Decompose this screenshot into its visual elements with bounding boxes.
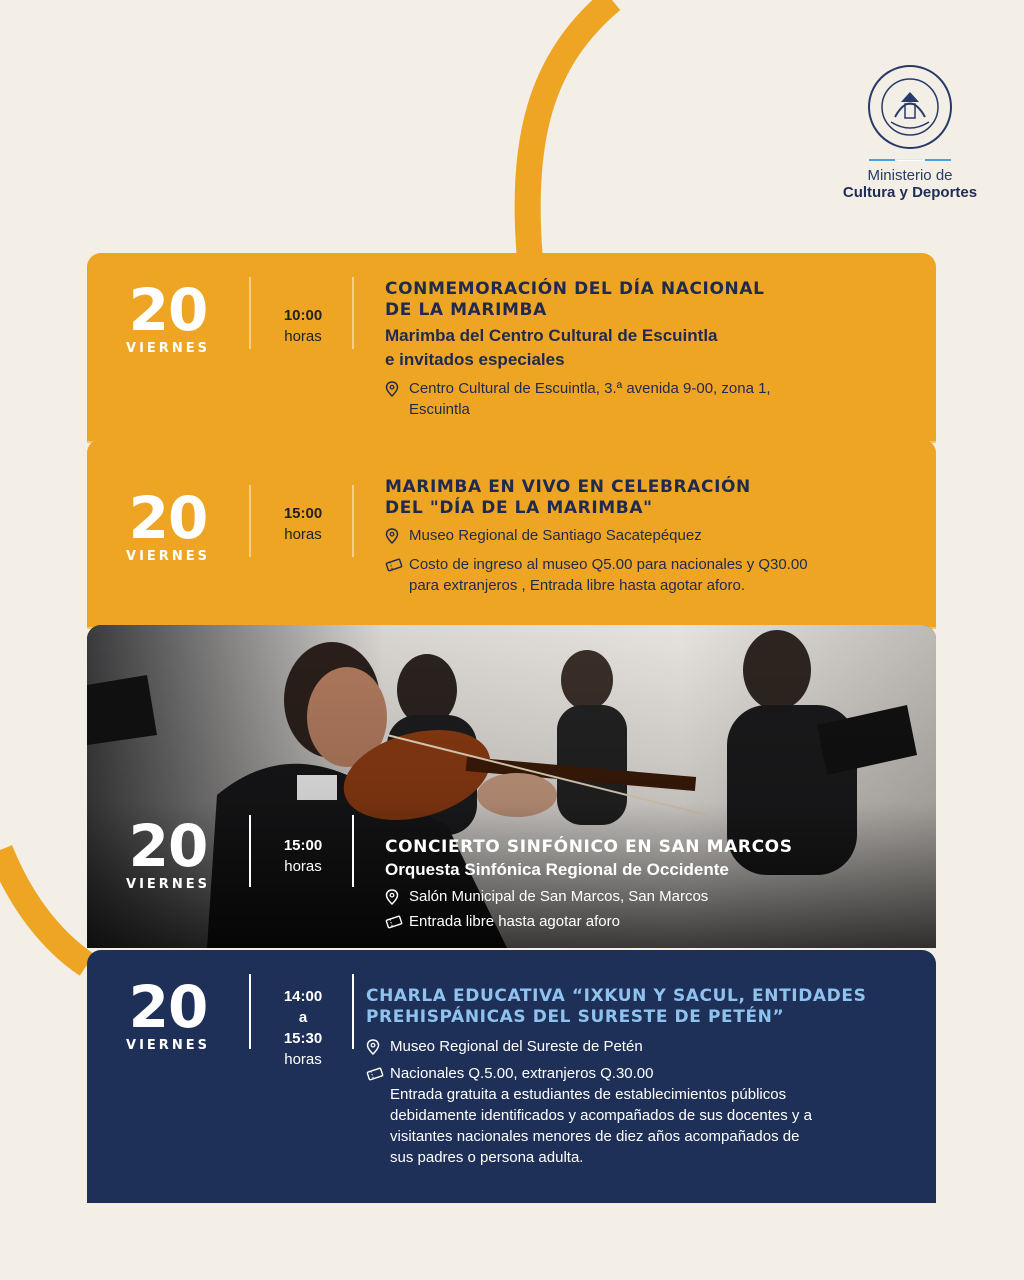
day-name: VIERNES bbox=[126, 877, 210, 892]
event-title-line: MARIMBA EN VIVO EN CELEBRACIÓN bbox=[385, 477, 751, 497]
divider bbox=[352, 815, 354, 887]
ministry-name-line2: Cultura y Deportes bbox=[842, 184, 978, 201]
note-text: sus padres o persona adulta. bbox=[390, 1149, 584, 1166]
event-ticket bbox=[366, 1063, 926, 1168]
event-time bbox=[267, 305, 339, 347]
event-performer-line: e invitados especiales bbox=[385, 350, 565, 369]
ticket-text: para extranjeros , Entrada libre hasta agotar aforo. bbox=[409, 577, 746, 594]
divider bbox=[249, 277, 251, 349]
event-info bbox=[366, 986, 926, 1168]
event-card-2 bbox=[87, 439, 936, 629]
day-number: 20 bbox=[128, 973, 208, 1041]
event-title-line: CONMEMORACIÓN DEL DÍA NACIONAL bbox=[385, 279, 765, 299]
ticket-text: Costo de ingreso al museo Q5.00 para nacionales y Q30.00 bbox=[409, 556, 808, 573]
event-performer: Orquesta Sinfónica Regional de Occidente bbox=[385, 860, 729, 879]
event-performer bbox=[385, 324, 925, 372]
day-name: VIERNES bbox=[126, 341, 210, 356]
day-name: VIERNES bbox=[126, 1038, 210, 1053]
event-location bbox=[385, 378, 925, 420]
location-pin-icon bbox=[385, 525, 409, 550]
event-title-line: DEL "DÍA DE LA MARIMBA" bbox=[385, 498, 653, 518]
event-title: CONCIERTO SINFÓNICO EN SAN MARCOS bbox=[385, 837, 793, 857]
divider bbox=[352, 277, 354, 349]
event-location bbox=[385, 525, 925, 550]
event-date bbox=[87, 812, 249, 892]
divider bbox=[352, 485, 354, 557]
location-text: Escuintla bbox=[409, 401, 470, 418]
event-title-line: DE LA MARIMBA bbox=[385, 300, 547, 320]
time-value: 10:00 bbox=[283, 307, 323, 324]
event-card-4 bbox=[87, 950, 936, 1203]
note-text: visitantes nacionales menores de diez años acompañados de bbox=[390, 1128, 800, 1145]
event-ticket bbox=[385, 911, 925, 935]
location-pin-icon bbox=[366, 1036, 390, 1061]
time-unit: horas bbox=[284, 858, 322, 875]
time-unit: horas bbox=[284, 1051, 322, 1068]
event-info bbox=[385, 477, 925, 596]
time-unit: horas bbox=[284, 328, 322, 345]
time-separator: a bbox=[298, 1009, 308, 1026]
ticket-icon bbox=[385, 911, 409, 935]
event-date bbox=[87, 276, 249, 356]
location-text: Centro Cultural de Escuintla, 3.ª avenida 9-00, zona 1, bbox=[409, 380, 771, 397]
event-performer-line: Marimba del Centro Cultural de Escuintla bbox=[385, 326, 718, 345]
location-pin-icon bbox=[385, 886, 409, 911]
event-location bbox=[385, 886, 925, 911]
event-card-1 bbox=[87, 253, 936, 443]
ticket-text: Entrada libre hasta agotar aforo bbox=[409, 913, 620, 930]
event-title-line: CHARLA EDUCATIVA “IXKUN Y SACUL, ENTIDADES bbox=[366, 986, 867, 1006]
event-info bbox=[385, 837, 925, 935]
event-ticket bbox=[385, 554, 925, 596]
note-text: Entrada gratuita a estudiantes de establecimientos públicos bbox=[390, 1086, 787, 1103]
event-location bbox=[366, 1036, 926, 1061]
time-value: 15:00 bbox=[283, 837, 323, 854]
guatemala-seal-icon bbox=[865, 62, 955, 152]
event-title bbox=[385, 279, 925, 321]
note-text: debidamente identificados y acompañados de sus docentes y a bbox=[390, 1107, 812, 1124]
event-card-3 bbox=[87, 625, 936, 948]
ticket-text: Nacionales Q.5.00, extranjeros Q.30.00 bbox=[390, 1065, 654, 1082]
ministry-logo bbox=[830, 62, 990, 201]
day-number: 20 bbox=[128, 276, 208, 344]
ticket-icon bbox=[366, 1063, 390, 1087]
divider bbox=[249, 974, 251, 1049]
location-text: Museo Regional del Sureste de Petén bbox=[390, 1038, 643, 1055]
location-text: Salón Municipal de San Marcos, San Marcos bbox=[409, 888, 709, 905]
location-text: Museo Regional de Santiago Sacatepéquez bbox=[409, 527, 702, 544]
ticket-icon bbox=[385, 554, 409, 578]
event-info bbox=[385, 279, 925, 420]
time-end: 15:30 bbox=[283, 1030, 323, 1047]
event-time bbox=[267, 835, 339, 877]
event-date bbox=[87, 973, 249, 1053]
day-name: VIERNES bbox=[126, 549, 210, 564]
event-time bbox=[267, 986, 339, 1070]
divider bbox=[352, 974, 354, 1049]
flag-lines bbox=[830, 159, 990, 161]
event-title bbox=[366, 986, 926, 1028]
event-time bbox=[267, 503, 339, 545]
divider bbox=[249, 485, 251, 557]
time-start: 14:00 bbox=[283, 988, 323, 1005]
event-title bbox=[385, 477, 925, 519]
event-date bbox=[87, 484, 249, 564]
day-number: 20 bbox=[128, 812, 208, 880]
divider bbox=[249, 815, 251, 887]
time-unit: horas bbox=[284, 526, 322, 543]
location-pin-icon bbox=[385, 378, 409, 403]
ministry-name-line1: Ministerio de bbox=[867, 167, 953, 184]
event-title-line: PREHISPÁNICAS DEL SURESTE DE PETÉN” bbox=[366, 1007, 785, 1027]
day-number: 20 bbox=[128, 484, 208, 552]
time-value: 15:00 bbox=[283, 505, 323, 522]
